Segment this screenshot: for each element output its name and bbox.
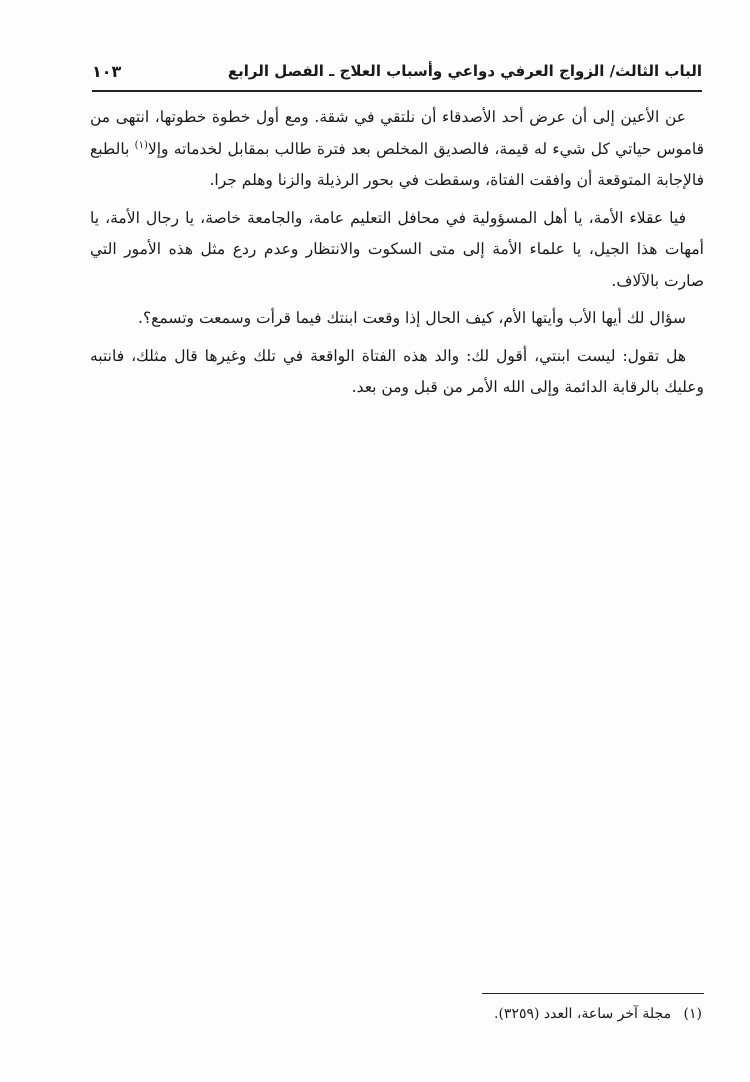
footnote-text: مجلة آخر ساعة، العدد (٣٢٥٩).: [494, 1006, 672, 1022]
footnote-marker: (١): [683, 1006, 702, 1022]
header-divider: [92, 90, 702, 92]
paragraph-1-text: عن الأعين إلى أن عرض أحد الأصدقاء أن نلتقي في شقة. ومع أول خطوة خطوتها، انتهى من قاموس حياتي كل شيء له قيمة، فالصديق المخلص بعد فترة طالب بمقابل لخدماته وإلا: [90, 108, 705, 158]
paragraph-2: فيا عقلاء الأمة، يا أهل المسؤولية في محافل التعليم عامة، والجامعة خاصة، يا رجال الأمة، يا أمهات هذا الجيل، يا علماء الأمة إلى متى السكوت والانتظار وعدم ردع مثل هذه الأمور التي صارت بالآلاف.: [90, 208, 704, 290]
paragraph-3: سؤال لك أيها الأب وأيتها الأم، كيف الحال إذا وقعت ابنتك فيما قرأت وسمعت وتسمع؟.: [138, 309, 686, 327]
footnote-divider: [482, 993, 704, 994]
main-text: [90, 102, 704, 410]
footnote-reference: (١): [134, 139, 148, 151]
chapter-title: الباب الثالث/ الزواج العرفي دواعي وأسباب العلاج ـ الفصل الرابع: [227, 62, 702, 80]
footnote: [300, 1003, 702, 1025]
paragraph-4: هل تقول: ليست ابنتي، أقول لك: والد هذه الفتاة الواقعة في تلك وغيرها قال مثلك، فانتبه وعليك بالرقابة الدائمة وإلى الله الأمر من قبل ومن بعد.: [90, 346, 704, 396]
paragraph-1: [90, 102, 704, 197]
running-header: [92, 58, 702, 92]
paragraph-1-continuation: بالطبع فالإجابة المتوقعة أن وافقت الفتاة، وسقطت في بحور الرذيلة والزنا وهلم جرا.: [90, 139, 704, 189]
page-number: ١٠٣: [92, 62, 122, 81]
